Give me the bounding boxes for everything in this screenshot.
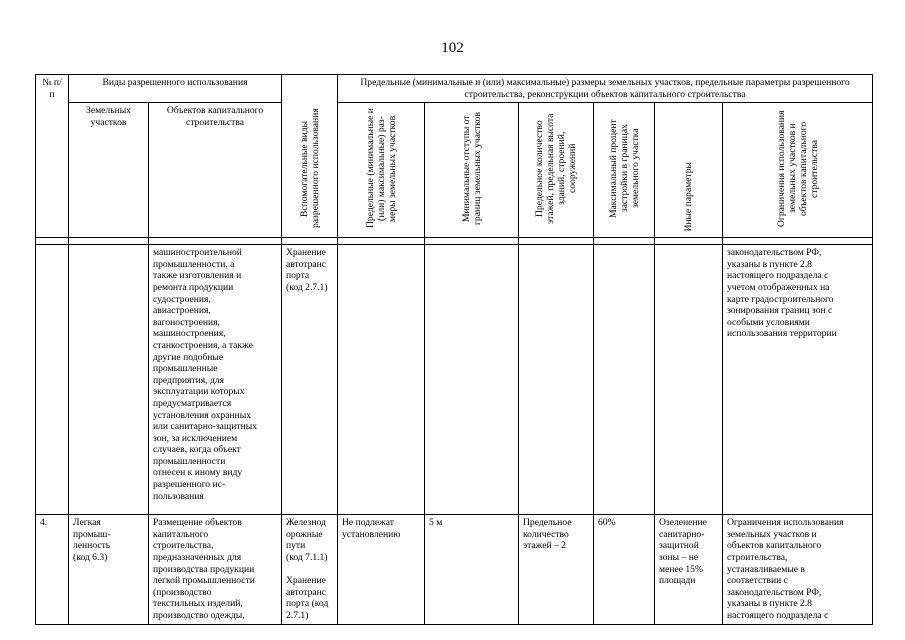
cell-line: 5 м — [429, 517, 443, 529]
cell-line: этажей – 2 — [523, 540, 566, 552]
cell-line: (производство — [153, 586, 212, 598]
cell-line: пользования — [153, 490, 204, 502]
header-objects: Объектов капитального строительства — [149, 103, 282, 238]
cell-line: машиностроительной — [153, 247, 242, 259]
header-size: Предельные (минимальные и (или) максимальные) раз- меры земельных участков — [338, 103, 425, 238]
cell-line: порта (код — [286, 598, 329, 610]
cell-limits — [723, 245, 873, 515]
cell-aux — [282, 245, 338, 515]
cell-land — [69, 245, 149, 515]
cell-line: также изготовления и — [153, 270, 242, 282]
cell-line: (код 6.3) — [73, 551, 108, 563]
cell-line: 2.7.1) — [286, 609, 309, 621]
cell-line: указаны в пункте 2.8 — [727, 598, 812, 610]
cell-line: производства продукции — [153, 563, 255, 575]
header-num: № п/п — [36, 75, 69, 238]
cell-limits — [723, 515, 873, 624]
header-percent: Максимальный процент застройки в границах земельного участка — [594, 103, 655, 238]
cell-aux — [282, 515, 338, 624]
cell-line: Легкая — [73, 517, 101, 529]
header-floors: Предельное количество этажей, предельная высота зданий, строений, сооружений — [519, 103, 594, 238]
cell-floors — [519, 245, 594, 515]
cell-percent — [594, 515, 655, 624]
cell-line: вагоностроения, — [153, 316, 220, 328]
cell-line: предусматривается — [153, 397, 232, 409]
header-row-2 — [36, 103, 873, 238]
cell-size — [338, 515, 425, 624]
cell-line: авиастроения, — [153, 305, 211, 317]
cell-line: законодательством РФ, — [727, 247, 822, 259]
cell-line: промыш- — [73, 528, 111, 540]
cell-line: защитной — [659, 540, 699, 552]
cell-line: Размещение объектов — [153, 517, 242, 529]
table-row — [36, 515, 873, 624]
cell-line: объектов капитального — [727, 540, 822, 552]
cell-other — [655, 515, 723, 624]
cell-line: легкой промышленности — [153, 575, 255, 587]
cell-line: строительства, — [153, 540, 214, 552]
cell-objects — [149, 515, 282, 624]
table-row — [36, 245, 873, 515]
cell-line: Озеленение — [659, 517, 707, 529]
spacer-row — [36, 238, 873, 245]
cell-line: законодательством РФ, — [727, 586, 822, 598]
cell-line: предприятия, для — [153, 374, 225, 386]
cell-line: автотранс — [286, 258, 327, 270]
cell-line: Ограничения использования — [727, 517, 844, 529]
cell-line: текстильных изделий, — [153, 598, 243, 610]
cell-size — [338, 245, 425, 515]
cell-line: предназначенных для — [153, 551, 242, 563]
cell-line: земельных участков и — [727, 528, 817, 540]
cell-line: настоящего подраздела с — [727, 609, 829, 621]
cell-line: пути — [286, 540, 306, 552]
cell-other — [655, 245, 723, 515]
cell-line: установлению — [342, 528, 401, 540]
header-other: Иные параметры — [655, 103, 723, 238]
cell-line: установления охранных — [153, 409, 252, 421]
header-row-1 — [36, 75, 873, 103]
cell-line: автотранс — [286, 586, 327, 598]
cell-line: машиностроения, — [153, 328, 226, 340]
cell-line: санитарно- — [659, 528, 705, 540]
header-types: Виды разрешенного использования — [69, 75, 282, 103]
cell-line: использования территории — [727, 328, 837, 340]
cell-line: Не подлежат — [342, 517, 394, 529]
cell-line: эксплуатации которых — [153, 386, 245, 398]
cell-line: Хранение — [286, 575, 326, 587]
cell-line: судостроения, — [153, 293, 211, 305]
cell-line: (код 2.7.1) — [286, 281, 328, 293]
cell-setback — [425, 245, 519, 515]
cell-line: (код 7.1.1) — [286, 551, 328, 563]
page-number: 102 — [441, 40, 464, 56]
cell-line: настоящего подраздела с — [727, 270, 829, 282]
cell-line: строительства, — [727, 551, 788, 563]
cell-line: зон, за исключением — [153, 432, 238, 444]
cell-line: другие подобные — [153, 351, 224, 363]
cell-line: ремонта продукции — [153, 281, 234, 293]
cell-line: орожные — [286, 528, 323, 540]
cell-num: 4. — [36, 515, 69, 624]
cell-line: 60% — [598, 517, 616, 529]
cell-line: промышленные — [153, 363, 218, 375]
cell-line: менее 15% — [659, 563, 703, 575]
cell-line: количество — [523, 528, 569, 540]
cell-line: Предельное — [523, 517, 572, 529]
zoning-table — [35, 74, 873, 625]
header-limits: Ограничения использования земельных участков и объектов капитального строительства — [723, 103, 873, 238]
cell-line: отнесен к иному виду — [153, 467, 243, 479]
cell-line: Железнод — [286, 517, 326, 529]
cell-line: зонирования границ зон с — [727, 305, 833, 317]
cell-line: или санитарно-защитных — [153, 421, 257, 433]
cell-line: указаны в пункте 2.8 — [727, 258, 812, 270]
cell-percent — [594, 245, 655, 515]
cell-objects — [149, 245, 282, 515]
header-land: Земельных участков — [69, 103, 149, 238]
cell-line: производство одежды, — [153, 609, 245, 621]
cell-line: разрешенного ис- — [153, 479, 226, 491]
cell-line: промышленности — [153, 455, 226, 467]
cell-line: Хранение — [286, 247, 326, 259]
cell-line: карте градостроительного — [727, 293, 834, 305]
cell-num — [36, 245, 69, 515]
cell-line: станкостроения, а также — [153, 339, 253, 351]
cell-line: соответствии с — [727, 575, 788, 587]
header-aux: Вспомогательные виды разрешенного использования — [282, 75, 338, 238]
header-setback: Минимальные отступы от границ земельных участков — [425, 103, 519, 238]
cell-line: особыми условиями — [727, 316, 810, 328]
cell-line: порта — [286, 270, 310, 282]
cell-line: промышленности, а — [153, 258, 235, 270]
cell-floors — [519, 515, 594, 624]
cell-setback — [425, 515, 519, 624]
header-params: Предельные (минимальные и (или) максимальные) размеры земельных участков, предельные параметры разрешенного строительства, реконструкции объектов капитального строительства — [338, 75, 873, 103]
cell-line: случаев, когда объект — [153, 444, 241, 456]
cell-line — [286, 564, 333, 576]
cell-line: площади — [659, 575, 696, 587]
cell-line: ленность — [73, 540, 111, 552]
cell-land — [69, 515, 149, 624]
cell-line: устанавливаемые в — [727, 563, 805, 575]
cell-line: капитального — [153, 528, 209, 540]
cell-line: зоны – не — [659, 551, 699, 563]
cell-line: учетом отображенных на — [727, 281, 830, 293]
